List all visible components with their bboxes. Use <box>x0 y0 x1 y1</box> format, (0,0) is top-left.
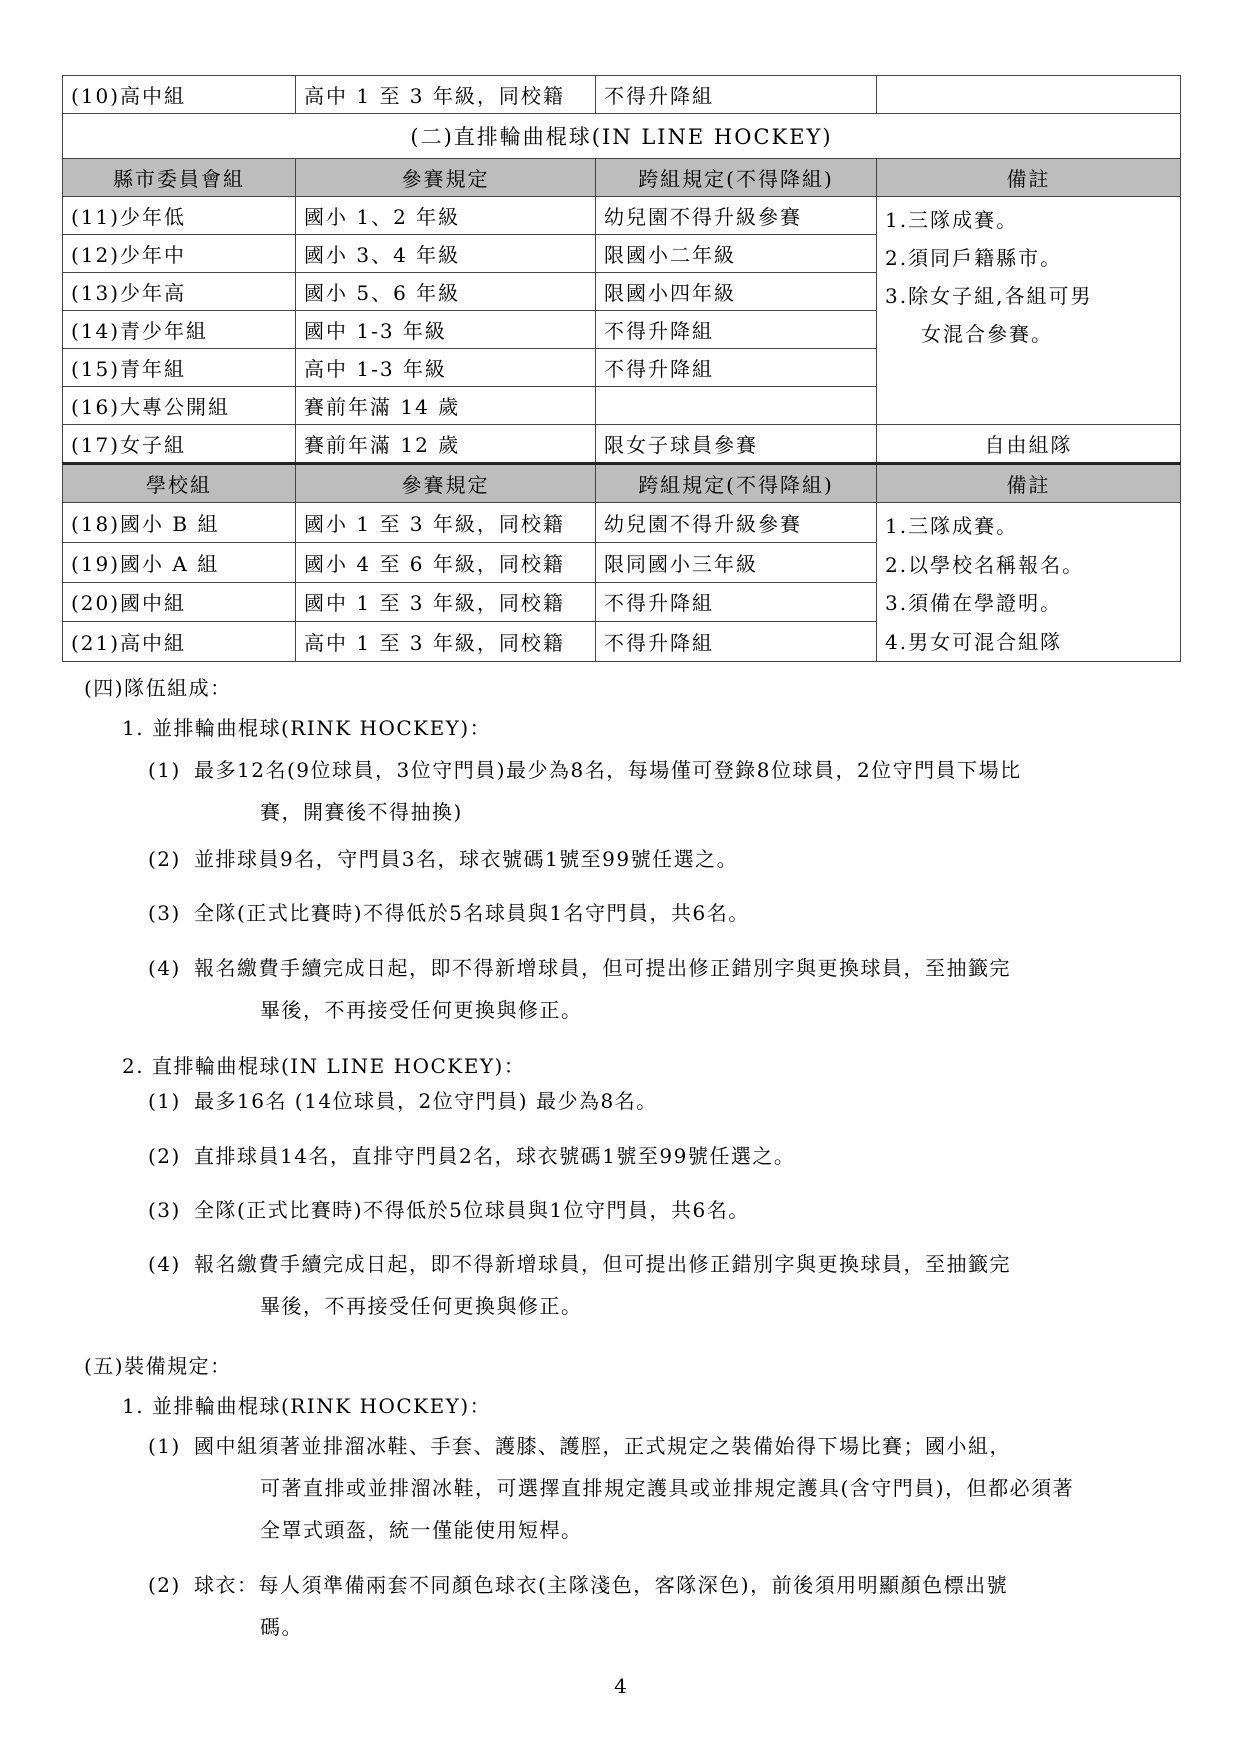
county-notes <box>877 197 1181 425</box>
item-text-continued: 可著直排或並排溜冰鞋，可選擇直排規定護具或並排規定護具(含守門員)，但都必須著 <box>260 1476 1075 1500</box>
item-number: (1) <box>148 1089 181 1113</box>
list-item <box>148 947 1158 1031</box>
section-heading: (五)裝備規定： <box>84 1354 232 1378</box>
note-line: 2.以學校名稱報名。 <box>885 552 1085 577</box>
section-heading: (四)隊伍組成： <box>84 676 232 700</box>
table-row <box>63 76 1181 114</box>
competition-table <box>62 75 1181 662</box>
item-number: (2) <box>148 1144 181 1168</box>
table-cell: 不得升降組 <box>596 311 877 349</box>
table-cell: 高中 1 至 3 年級，同校籍 <box>296 76 596 114</box>
table-cell: (16)大專公開組 <box>63 387 296 425</box>
table-cell: (21)高中組 <box>63 622 296 662</box>
item-text: 報名繳費手續完成日起，即不得新增球員，但可提出修正錯別字與更換球員，至抽籤完 <box>194 956 1011 980</box>
table-cell: 國中 1 至 3 年級，同校籍 <box>296 582 596 622</box>
table-cell: 國小 5、6 年級 <box>296 273 596 311</box>
item-text: 全隊(正式比賽時)不得低於5位球員與1位守門員，共6名。 <box>194 1198 750 1222</box>
list-item <box>148 1189 1158 1231</box>
table-cell: (15)青年組 <box>63 349 296 387</box>
column-header: 備註 <box>877 159 1181 197</box>
table-row <box>63 197 1181 235</box>
note-line: 1.三隊成賽。 <box>885 514 1019 538</box>
table-cell: (17)女子組 <box>63 425 296 464</box>
item-text-continued: 畢後，不再接受任何更換與修正。 <box>260 998 583 1022</box>
item-text: 最多16名 (14位球員，2位守門員) 最少為8名。 <box>194 1089 658 1113</box>
list-item <box>148 892 1158 934</box>
table-row <box>63 503 1181 543</box>
subsection-title: 1. 並排輪曲棍球(RINK HOCKEY)： <box>122 1394 492 1418</box>
table-cell: 國小 1 至 3 年級，同校籍 <box>296 503 596 543</box>
item-text-continued: 全罩式頭盔，統一僅能使用短桿。 <box>260 1518 583 1542</box>
table-cell: 不得升降組 <box>596 582 877 622</box>
list-item <box>148 1425 1158 1551</box>
item-number: (3) <box>148 901 181 925</box>
list-item <box>148 749 1158 833</box>
county-header-row <box>63 159 1181 197</box>
column-header: 縣市委員會組 <box>63 159 296 197</box>
column-header: 學校組 <box>63 464 296 503</box>
item-text: 全隊(正式比賽時)不得低於5名球員與1名守門員，共6名。 <box>194 901 750 925</box>
table-cell: (19)國小 A 組 <box>63 542 296 582</box>
item-text: 最多12名(9位球員，3位守門員)最少為8名，每場僅可登錄8位球員，2位守門員下場比 <box>194 758 1022 782</box>
list-item <box>148 1135 1158 1177</box>
table-cell <box>877 76 1181 114</box>
table-row <box>63 425 1181 464</box>
table-cell: 限同國小三年級 <box>596 542 877 582</box>
item-number: (2) <box>148 847 181 871</box>
note-line: 3.須備在學證明。 <box>885 591 1063 615</box>
table-cell: 限國小二年級 <box>596 235 877 273</box>
table-cell: 高中 1 至 3 年級，同校籍 <box>296 622 596 662</box>
item-number: (1) <box>148 758 181 782</box>
column-header: 參賽規定 <box>296 159 596 197</box>
table-cell: (13)少年高 <box>63 273 296 311</box>
item-number: (3) <box>148 1198 181 1222</box>
school-notes <box>877 503 1181 662</box>
table-cell: 國小 1、2 年級 <box>296 197 596 235</box>
list-item <box>148 1243 1158 1327</box>
note-line: 女混合參賽。 <box>921 322 1053 346</box>
table-cell: (20)國中組 <box>63 582 296 622</box>
table-cell: (12)少年中 <box>63 235 296 273</box>
item-text-continued: 畢後，不再接受任何更換與修正。 <box>260 1294 583 1318</box>
item-text: 國中組須著並排溜冰鞋、手套、護膝、護脛，正式規定之裝備始得下場比賽；國小組， <box>194 1434 1011 1458</box>
table-cell: 國小 4 至 6 年級，同校籍 <box>296 542 596 582</box>
list-item <box>148 1080 1158 1122</box>
table-cell: 高中 1-3 年級 <box>296 349 596 387</box>
table-cell: 不得升降組 <box>596 622 877 662</box>
list-item <box>148 838 1158 880</box>
note-line: 1.三隊成賽。 <box>885 208 1019 232</box>
table-cell: 國小 3、4 年級 <box>296 235 596 273</box>
item-number: (1) <box>148 1434 181 1458</box>
table-cell: 幼兒園不得升級參賽 <box>596 503 877 543</box>
list-item <box>148 1564 1158 1648</box>
item-text: 報名繳費手續完成日起，即不得新增球員，但可提出修正錯別字與更換球員，至抽籤完 <box>194 1252 1011 1276</box>
table-cell: 國中 1-3 年級 <box>296 311 596 349</box>
item-text: 直排球員14名，直排守門員2名，球衣號碼1號至99號任選之。 <box>194 1144 796 1168</box>
section-title: (二)直排輪曲棍球(IN LINE HOCKEY) <box>63 114 1181 159</box>
item-text: 並排球員9名，守門員3名，球衣號碼1號至99號任選之。 <box>194 847 739 871</box>
item-number: (4) <box>148 956 181 980</box>
item-text-continued: 賽，開賽後不得抽換) <box>260 800 463 824</box>
column-header: 備註 <box>877 464 1181 503</box>
table-cell: 賽前年滿 14 歲 <box>296 387 596 425</box>
note-line: 3.除女子組,各組可男 <box>885 284 1093 308</box>
subsection-title: 1. 並排輪曲棍球(RINK HOCKEY)： <box>122 716 492 740</box>
page-number: 4 <box>614 1674 627 1698</box>
table-cell: 限國小四年級 <box>596 273 877 311</box>
note-line: 2.須同戶籍縣市。 <box>885 246 1063 270</box>
table-cell: 幼兒園不得升級參賽 <box>596 197 877 235</box>
table-cell: (11)少年低 <box>63 197 296 235</box>
table-cell: (18)國小 B 組 <box>63 503 296 543</box>
table-cell: (10)高中組 <box>63 76 296 114</box>
item-text-continued: 碼。 <box>260 1615 303 1639</box>
column-header: 參賽規定 <box>296 464 596 503</box>
item-number: (4) <box>148 1252 181 1276</box>
table-cell: 自由組隊 <box>877 425 1181 464</box>
table-cell: (14)青少年組 <box>63 311 296 349</box>
school-header-row <box>63 464 1181 503</box>
table-cell: 不得升降組 <box>596 349 877 387</box>
table-cell: 賽前年滿 12 歲 <box>296 425 596 464</box>
item-text: 球衣：每人須準備兩套不同顏色球衣(主隊淺色，客隊深色)，前後須用明顯顏色標出號 <box>194 1573 1009 1597</box>
table-cell <box>596 387 877 425</box>
item-number: (2) <box>148 1573 181 1597</box>
table-cell: 限女子球員參賽 <box>596 425 877 464</box>
table-cell: 不得升降組 <box>596 76 877 114</box>
column-header: 跨組規定(不得降組) <box>596 159 877 197</box>
section-title-row <box>63 114 1181 159</box>
column-header: 跨組規定(不得降組) <box>596 464 877 503</box>
note-line: 4.男女可混合組隊 <box>885 629 1063 654</box>
subsection-title: 2. 直排輪曲棍球(IN LINE HOCKEY)： <box>122 1054 526 1078</box>
